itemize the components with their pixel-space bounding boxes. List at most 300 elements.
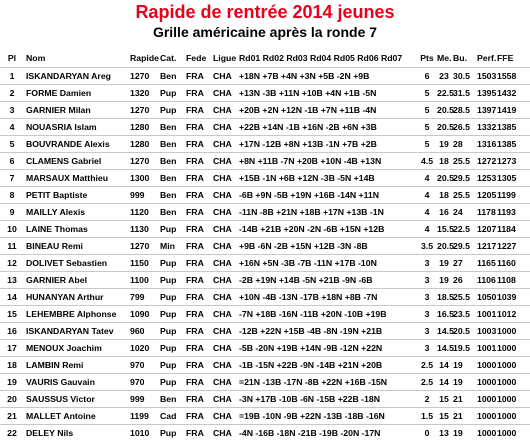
cell-me: 19 bbox=[439, 139, 449, 149]
cell-fede: FRA bbox=[186, 309, 204, 319]
cell-perf: 1001 bbox=[477, 343, 497, 353]
cell-pl: 1 bbox=[9, 71, 15, 81]
cell-rounds: +16N +5N -3B -7B -11N +17B -10N bbox=[239, 258, 377, 268]
cell-ffe: 1039 bbox=[497, 292, 517, 302]
cell-nom: CLAMENS Gabriel bbox=[26, 156, 102, 166]
cell-fede: FRA bbox=[186, 173, 204, 183]
cell-rounds: +13N -3B +11N +10B +4N +1B -5N bbox=[239, 88, 377, 98]
cell-nom: BINEAU Remi bbox=[26, 241, 83, 251]
cell-ligue: CHA bbox=[213, 360, 232, 370]
cell-rounds: -14B +21B +20N -2N -6B +15N +12B bbox=[239, 224, 385, 234]
cell-cat: Cad bbox=[160, 411, 177, 421]
cell-perf: 1000 bbox=[477, 428, 497, 438]
cell-rounds: +15B -1N +6B +12N -3B -5N +14B bbox=[239, 173, 375, 183]
cell-pts: 5 bbox=[424, 139, 430, 149]
cell-rapide: 1280 bbox=[130, 122, 150, 132]
cell-pts: 3.5 bbox=[420, 241, 434, 251]
cell-cat: Pup bbox=[160, 258, 177, 268]
table-header bbox=[0, 50, 530, 67]
cell-me: 18.5 bbox=[437, 292, 454, 302]
header-ligue: Ligue bbox=[213, 53, 237, 63]
cell-ffe: 1385 bbox=[497, 122, 517, 132]
cell-nom: HUNANYAN Arthur bbox=[26, 292, 104, 302]
cell-me: 22.5 bbox=[437, 88, 454, 98]
cell-cat: Ben bbox=[160, 156, 177, 166]
cell-me: 19 bbox=[439, 275, 449, 285]
cell-rapide: 999 bbox=[130, 394, 145, 404]
header-ffe: FFE bbox=[497, 53, 514, 63]
header-fede: Fede bbox=[186, 53, 207, 63]
cell-pts: 6 bbox=[424, 71, 430, 81]
cell-ligue: CHA bbox=[213, 241, 232, 251]
cell-pl: 21 bbox=[7, 411, 17, 421]
cell-nom: VAURIS Gauvain bbox=[26, 377, 95, 387]
cell-rounds: -11N -8B +21N +18B +17N +13B -1N bbox=[239, 207, 384, 217]
cell-ligue: CHA bbox=[213, 411, 232, 421]
cell-fede: FRA bbox=[186, 258, 204, 268]
cell-rounds: -1B -15N +22B -9N -14B +21N +20B bbox=[239, 360, 383, 370]
cell-rapide: 1270 bbox=[130, 241, 150, 251]
cell-fede: FRA bbox=[186, 71, 204, 81]
cell-ffe: 1273 bbox=[497, 156, 517, 166]
cell-pts: 2.5 bbox=[420, 360, 434, 370]
cell-me: 14 bbox=[439, 377, 449, 387]
table-row bbox=[0, 101, 530, 118]
cell-ligue: CHA bbox=[213, 394, 232, 404]
cell-pl: 9 bbox=[9, 207, 15, 217]
cell-rounds: =21N -13B -17N -8B +22N +16B -15N bbox=[239, 377, 388, 387]
cell-cat: Pup bbox=[160, 377, 177, 387]
table-row bbox=[0, 288, 530, 305]
cell-me: 15 bbox=[439, 394, 449, 404]
cell-nom: FORME Damien bbox=[26, 88, 92, 98]
cell-pl: 5 bbox=[9, 139, 15, 149]
cell-rounds: +17N -12B +8N +13B -1N +7B +2B bbox=[239, 139, 377, 149]
cell-me: 16 bbox=[439, 207, 449, 217]
cell-ffe: 1193 bbox=[497, 207, 516, 217]
cell-perf: 1000 bbox=[477, 377, 497, 387]
cell-fede: FRA bbox=[186, 190, 204, 200]
cell-me: 20.5 bbox=[437, 105, 454, 115]
table-row bbox=[0, 254, 530, 271]
cell-ffe: 1184 bbox=[497, 224, 516, 234]
cell-rapide: 1150 bbox=[130, 258, 149, 268]
cell-ligue: CHA bbox=[213, 71, 232, 81]
cell-nom: ISKANDARYAN Tatev bbox=[26, 326, 114, 336]
cell-fede: FRA bbox=[186, 156, 204, 166]
header-rounds: Rd01 Rd02 Rd03 Rd04 Rd05 Rd06 Rd07 bbox=[239, 53, 403, 63]
cell-bu: 20.5 bbox=[453, 326, 470, 336]
cell-rounds: -2B +19N +14B -5N +21B -9N -6B bbox=[239, 275, 373, 285]
header-nom: Nom bbox=[26, 53, 46, 63]
cell-rapide: 1010 bbox=[130, 428, 150, 438]
cell-ffe: 1012 bbox=[497, 309, 517, 319]
cell-nom: DELEY Nils bbox=[26, 428, 74, 438]
cell-rapide: 1280 bbox=[130, 139, 150, 149]
cell-perf: 1106 bbox=[477, 275, 496, 285]
table-row bbox=[0, 390, 530, 407]
cell-bu: 21 bbox=[453, 411, 463, 421]
cell-me: 19 bbox=[439, 258, 449, 268]
cell-ffe: 1000 bbox=[497, 428, 517, 438]
cell-ffe: 1000 bbox=[497, 377, 517, 387]
cell-fede: FRA bbox=[186, 377, 204, 387]
cell-pts: 0 bbox=[424, 428, 430, 438]
cell-pl: 4 bbox=[9, 122, 15, 132]
cell-pl: 16 bbox=[7, 326, 17, 336]
cell-fede: FRA bbox=[186, 360, 204, 370]
cell-bu: 29.5 bbox=[453, 173, 470, 183]
cell-pl: 11 bbox=[7, 241, 17, 251]
cell-pl: 15 bbox=[7, 309, 17, 319]
cell-perf: 1001 bbox=[477, 309, 497, 319]
table-row bbox=[0, 339, 530, 356]
cell-cat: Ben bbox=[160, 173, 177, 183]
cell-bu: 24 bbox=[453, 207, 463, 217]
table-row bbox=[0, 135, 530, 152]
cell-fede: FRA bbox=[186, 428, 204, 438]
table-row bbox=[0, 271, 530, 288]
cell-pts: 3 bbox=[424, 309, 430, 319]
cell-ffe: 1160 bbox=[497, 258, 516, 268]
cell-bu: 22.5 bbox=[453, 224, 470, 234]
cell-ligue: CHA bbox=[213, 343, 232, 353]
cell-perf: 1316 bbox=[477, 139, 497, 149]
cell-ffe: 1000 bbox=[497, 343, 517, 353]
cell-me: 23 bbox=[439, 71, 449, 81]
header-pl: Pl bbox=[7, 53, 17, 63]
cell-pts: 4 bbox=[424, 173, 430, 183]
cell-pl: 20 bbox=[7, 394, 17, 404]
cell-bu: 19 bbox=[453, 428, 463, 438]
cell-perf: 1178 bbox=[477, 207, 496, 217]
cell-ffe: 1000 bbox=[497, 326, 517, 336]
cell-fede: FRA bbox=[186, 275, 204, 285]
cell-pl: 12 bbox=[7, 258, 17, 268]
cell-cat: Ben bbox=[160, 122, 177, 132]
cell-ligue: CHA bbox=[213, 292, 232, 302]
cell-me: 13 bbox=[439, 428, 449, 438]
cell-pts: 3 bbox=[424, 258, 430, 268]
cell-cat: Ben bbox=[160, 71, 177, 81]
cell-fede: FRA bbox=[186, 122, 204, 132]
cell-bu: 26.5 bbox=[453, 122, 470, 132]
cell-pts: 5 bbox=[424, 105, 430, 115]
table-row bbox=[0, 373, 530, 390]
cell-rapide: 1320 bbox=[130, 88, 150, 98]
cell-rounds: -4N -16B -18N -21B -19B -20N -17N bbox=[239, 428, 381, 438]
cell-ligue: CHA bbox=[213, 156, 232, 166]
cell-cat: Pup bbox=[160, 309, 177, 319]
cell-ligue: CHA bbox=[213, 190, 232, 200]
cell-me: 14.5 bbox=[437, 326, 454, 336]
cell-perf: 1050 bbox=[477, 292, 497, 302]
cell-fede: FRA bbox=[186, 394, 204, 404]
table-body bbox=[0, 67, 530, 441]
cell-me: 15.5 bbox=[437, 224, 454, 234]
cell-pts: 3 bbox=[424, 275, 430, 285]
cell-ffe: 1199 bbox=[497, 190, 516, 200]
cell-pl: 7 bbox=[9, 173, 15, 183]
cell-perf: 1000 bbox=[477, 394, 497, 404]
cell-rapide: 1120 bbox=[130, 207, 149, 217]
cell-fede: FRA bbox=[186, 105, 204, 115]
cell-ffe: 1558 bbox=[497, 71, 517, 81]
cell-cat: Pup bbox=[160, 326, 177, 336]
cell-pts: 5 bbox=[424, 88, 430, 98]
cell-pts: 4.5 bbox=[420, 156, 434, 166]
cell-cat: Ben bbox=[160, 139, 177, 149]
cell-ffe: 1419 bbox=[497, 105, 517, 115]
cell-bu: 19.5 bbox=[453, 343, 470, 353]
cell-fede: FRA bbox=[186, 207, 204, 217]
cell-me: 14.5 bbox=[437, 343, 454, 353]
cell-pts: 4 bbox=[424, 190, 430, 200]
cell-bu: 29.5 bbox=[453, 241, 470, 251]
cell-nom: LAMBIN Remi bbox=[26, 360, 84, 370]
cell-cat: Pup bbox=[160, 428, 177, 438]
cell-pts: 5 bbox=[424, 122, 430, 132]
table-row bbox=[0, 152, 530, 169]
standings-table bbox=[0, 50, 530, 441]
cell-bu: 27 bbox=[453, 258, 463, 268]
cell-rapide: 1100 bbox=[130, 275, 149, 285]
cell-cat: Ben bbox=[160, 207, 177, 217]
cell-cat: Pup bbox=[160, 275, 177, 285]
cell-nom: PETIT Baptiste bbox=[26, 190, 88, 200]
cell-bu: 26 bbox=[453, 275, 463, 285]
cell-pl: 10 bbox=[7, 224, 17, 234]
cell-fede: FRA bbox=[186, 326, 204, 336]
cell-rounds: +8N +11B -7N +20B +10N -4B +13N bbox=[239, 156, 382, 166]
cell-bu: 19 bbox=[453, 377, 463, 387]
cell-bu: 21 bbox=[453, 394, 463, 404]
cell-nom: LEHEMBRE Alphonse bbox=[26, 309, 117, 319]
cell-fede: FRA bbox=[186, 343, 204, 353]
cell-pl: 13 bbox=[7, 275, 17, 285]
cell-cat: Pup bbox=[160, 343, 177, 353]
cell-me: 20.5 bbox=[437, 122, 454, 132]
cell-me: 14 bbox=[439, 360, 449, 370]
cell-ffe: 1227 bbox=[497, 241, 517, 251]
cell-fede: FRA bbox=[186, 292, 204, 302]
cell-cat: Pup bbox=[160, 360, 177, 370]
cell-nom: LAINE Thomas bbox=[26, 224, 88, 234]
table-row bbox=[0, 186, 530, 203]
cell-perf: 1217 bbox=[477, 241, 497, 251]
cell-bu: 25.5 bbox=[453, 292, 470, 302]
cell-pts: 4 bbox=[424, 207, 430, 217]
cell-nom: ISKANDARYAN Areg bbox=[26, 71, 111, 81]
cell-bu: 30.5 bbox=[453, 71, 470, 81]
cell-cat: Pup bbox=[160, 105, 177, 115]
table-row bbox=[0, 67, 530, 84]
cell-pts: 1.5 bbox=[420, 411, 434, 421]
cell-bu: 19 bbox=[453, 360, 463, 370]
cell-rounds: +18N +7B +4N +3N +5B -2N +9B bbox=[239, 71, 370, 81]
cell-perf: 1207 bbox=[477, 224, 497, 234]
header-me: Me. bbox=[437, 53, 452, 63]
table-row bbox=[0, 220, 530, 237]
cell-ffe: 1000 bbox=[497, 360, 517, 370]
cell-nom: NOUASRIA Islam bbox=[26, 122, 97, 132]
cell-ligue: CHA bbox=[213, 139, 232, 149]
cell-rapide: 1020 bbox=[130, 343, 150, 353]
cell-perf: 1397 bbox=[477, 105, 497, 115]
cell-me: 18 bbox=[439, 156, 449, 166]
cell-perf: 1503 bbox=[477, 71, 497, 81]
header-pts: Pts bbox=[420, 53, 434, 63]
table-row bbox=[0, 84, 530, 101]
header-bu: Bu. bbox=[453, 53, 467, 63]
cell-nom: MALLET Antoine bbox=[26, 411, 96, 421]
table-row bbox=[0, 169, 530, 186]
cell-perf: 1000 bbox=[477, 360, 497, 370]
cell-rounds: +22B +14N -1B +16N -2B +6N +3B bbox=[239, 122, 377, 132]
cell-ligue: CHA bbox=[213, 377, 232, 387]
cell-pts: 3 bbox=[424, 343, 430, 353]
cell-pl: 2 bbox=[9, 88, 15, 98]
page-subtitle: Grille américaine après la ronde 7 bbox=[152, 24, 378, 40]
cell-pts: 4 bbox=[424, 224, 430, 234]
cell-rounds: -5B -20N +19B +14N -9B -12N +22N bbox=[239, 343, 383, 353]
cell-cat: Pup bbox=[160, 224, 177, 234]
cell-pl: 19 bbox=[7, 377, 17, 387]
cell-rounds: +10N -4B -13N -17B +18N +8B -7N bbox=[239, 292, 378, 302]
cell-nom: SAUSSUS Victor bbox=[26, 394, 95, 404]
cell-pl: 6 bbox=[9, 156, 15, 166]
cell-ligue: CHA bbox=[213, 88, 232, 98]
cell-nom: BOUVRANDE Alexis bbox=[26, 139, 110, 149]
cell-ligue: CHA bbox=[213, 105, 232, 115]
cell-rapide: 1130 bbox=[130, 224, 149, 234]
cell-bu: 28.5 bbox=[453, 105, 470, 115]
cell-ligue: CHA bbox=[213, 224, 232, 234]
cell-fede: FRA bbox=[186, 411, 204, 421]
cell-pl: 8 bbox=[9, 190, 15, 200]
header-perf: Perf. bbox=[477, 53, 497, 63]
cell-ffe: 1385 bbox=[497, 139, 517, 149]
cell-ffe: 1305 bbox=[497, 173, 517, 183]
cell-fede: FRA bbox=[186, 224, 204, 234]
table-row bbox=[0, 322, 530, 339]
cell-rapide: 1270 bbox=[130, 105, 150, 115]
cell-bu: 31.5 bbox=[453, 88, 470, 98]
cell-perf: 1165 bbox=[477, 258, 496, 268]
cell-perf: 1272 bbox=[477, 156, 497, 166]
cell-me: 15 bbox=[439, 411, 449, 421]
cell-nom: MAILLY Alexis bbox=[26, 207, 86, 217]
cell-nom: GARNIER Abel bbox=[26, 275, 87, 285]
cell-ligue: CHA bbox=[213, 122, 232, 132]
cell-rapide: 1199 bbox=[130, 411, 149, 421]
cell-ffe: 1108 bbox=[497, 275, 516, 285]
header-rapide: Rapide bbox=[130, 53, 159, 63]
cell-pts: 3 bbox=[424, 326, 430, 336]
cell-rounds: =19B -10N -9B +22N -13B -18B -16N bbox=[239, 411, 385, 421]
cell-cat: Pup bbox=[160, 292, 177, 302]
cell-perf: 1253 bbox=[477, 173, 497, 183]
table-row bbox=[0, 118, 530, 135]
cell-rounds: +9B -6N -2B +15N +12B -3N -8B bbox=[239, 241, 368, 251]
cell-perf: 1205 bbox=[477, 190, 497, 200]
cell-nom: GARNIER Milan bbox=[26, 105, 91, 115]
cell-cat: Min bbox=[160, 241, 175, 251]
cell-pts: 2.5 bbox=[420, 377, 434, 387]
cell-me: 18 bbox=[439, 190, 449, 200]
cell-perf: 1395 bbox=[477, 88, 497, 98]
cell-me: 20.5 bbox=[437, 241, 454, 251]
cell-ligue: CHA bbox=[213, 207, 232, 217]
table-row bbox=[0, 305, 530, 322]
cell-rounds: -3N +17B -10B -6N -15B +22B -18N bbox=[239, 394, 380, 404]
header-cat: Cat. bbox=[160, 53, 177, 63]
cell-me: 16.5 bbox=[437, 309, 454, 319]
cell-pts: 3 bbox=[424, 292, 430, 302]
cell-bu: 23.5 bbox=[453, 309, 470, 319]
cell-bu: 25.5 bbox=[453, 190, 470, 200]
cell-fede: FRA bbox=[186, 139, 204, 149]
cell-bu: 28 bbox=[453, 139, 463, 149]
table-row bbox=[0, 203, 530, 220]
cell-rapide: 1270 bbox=[130, 71, 150, 81]
cell-rounds: -6B +9N -5B +19N +16B -14N +11N bbox=[239, 190, 380, 200]
cell-rapide: 1300 bbox=[130, 173, 150, 183]
cell-cat: Pup bbox=[160, 88, 177, 98]
cell-cat: Ben bbox=[160, 394, 177, 404]
cell-pl: 3 bbox=[9, 105, 15, 115]
cell-rapide: 970 bbox=[130, 360, 145, 370]
cell-ligue: CHA bbox=[213, 258, 232, 268]
table-row bbox=[0, 356, 530, 373]
cell-rapide: 1270 bbox=[130, 156, 150, 166]
cell-perf: 1332 bbox=[477, 122, 497, 132]
cell-pl: 18 bbox=[7, 360, 17, 370]
cell-fede: FRA bbox=[186, 241, 204, 251]
cell-nom: DOLIVET Sebastien bbox=[26, 258, 108, 268]
cell-ligue: CHA bbox=[213, 173, 232, 183]
cell-bu: 25.5 bbox=[453, 156, 470, 166]
cell-nom: MARSAUX Matthieu bbox=[26, 173, 109, 183]
page-title: Rapide de rentrée 2014 jeunes bbox=[135, 2, 395, 22]
cell-rapide: 960 bbox=[130, 326, 145, 336]
cell-me: 20.5 bbox=[437, 173, 454, 183]
cell-rapide: 999 bbox=[130, 190, 145, 200]
cell-nom: MENOUX Joachim bbox=[26, 343, 102, 353]
cell-ligue: CHA bbox=[213, 309, 232, 319]
cell-ligue: CHA bbox=[213, 275, 232, 285]
cell-perf: 1003 bbox=[477, 326, 497, 336]
cell-pts: 2 bbox=[424, 394, 430, 404]
cell-ffe: 1000 bbox=[497, 411, 517, 421]
cell-rounds: -12B +22N +15B -4B -8N -19N +21B bbox=[239, 326, 383, 336]
cell-pl: 14 bbox=[7, 292, 17, 302]
cell-ligue: CHA bbox=[213, 326, 232, 336]
cell-rounds: -7N +18B -16N -11B +20N -10B +19B bbox=[239, 309, 387, 319]
cell-ffe: 1000 bbox=[497, 394, 517, 404]
cell-ligue: CHA bbox=[213, 428, 232, 438]
cell-rapide: 799 bbox=[130, 292, 145, 302]
cell-pl: 17 bbox=[7, 343, 17, 353]
cell-cat: Ben bbox=[160, 190, 177, 200]
cell-rounds: +20B +2N +12N -1B +7N +11B -4N bbox=[239, 105, 377, 115]
table-row bbox=[0, 237, 530, 254]
table-row bbox=[0, 424, 530, 441]
cell-ffe: 1432 bbox=[497, 88, 517, 98]
cell-rapide: 1090 bbox=[130, 309, 150, 319]
cell-perf: 1000 bbox=[477, 411, 497, 421]
cell-rapide: 970 bbox=[130, 377, 145, 387]
